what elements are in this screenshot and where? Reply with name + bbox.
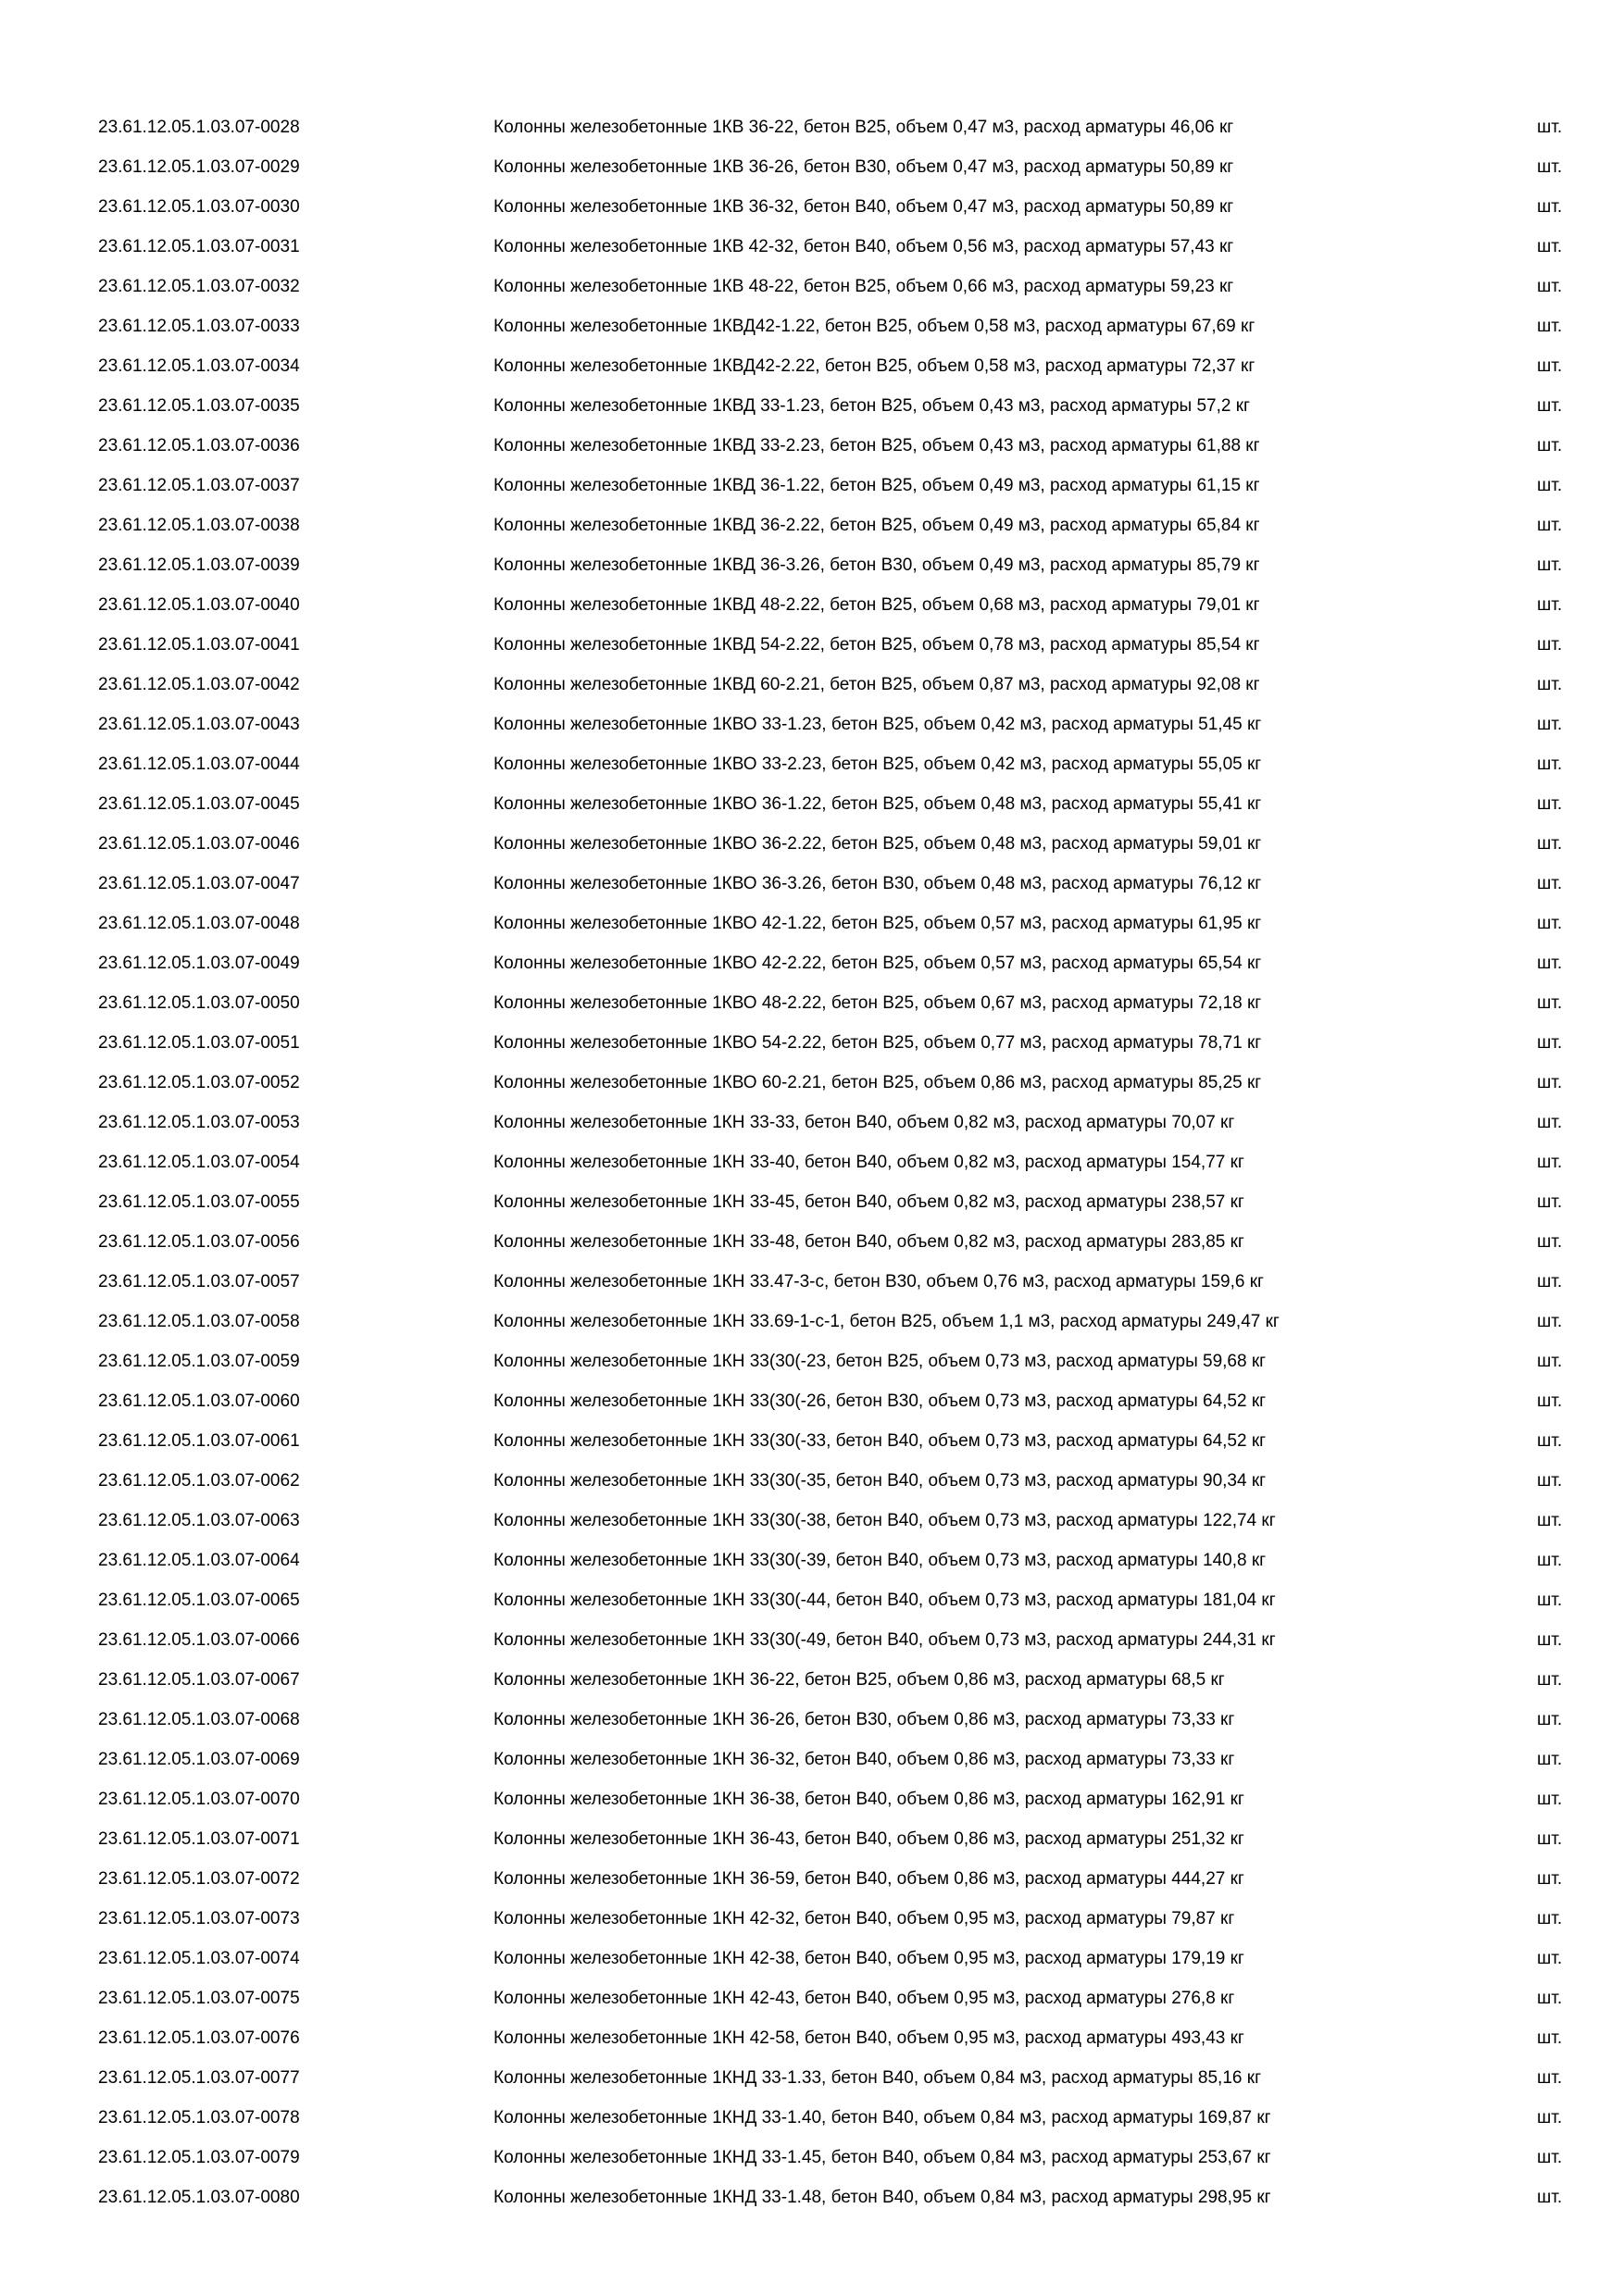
item-unit: шт. — [1537, 1909, 1563, 1928]
item-code: 23.61.12.05.1.03.07-0080 — [98, 2188, 300, 2207]
item-unit: шт. — [1537, 1471, 1563, 1491]
item-code: 23.61.12.05.1.03.07-0042 — [98, 675, 300, 694]
table-row — [0, 466, 1624, 505]
item-code: 23.61.12.05.1.03.07-0035 — [98, 396, 300, 416]
item-unit: шт. — [1537, 1989, 1563, 2008]
item-code: 23.61.12.05.1.03.07-0079 — [98, 2148, 300, 2167]
item-code: 23.61.12.05.1.03.07-0060 — [98, 1391, 300, 1411]
price-table — [0, 107, 1624, 2217]
item-description: Колонны железобетонные 1КВД 36-1.22, бетон В25, объем 0,49 м3, расход арматуры 61,15 кг — [493, 476, 1260, 495]
table-row — [0, 1063, 1624, 1103]
item-description: Колонны железобетонные 1КВО 60-2.21, бетон В25, объем 0,86 м3, расход арматуры 85,25 кг — [493, 1073, 1262, 1092]
item-description: Колонны железобетонные 1КН 42-38, бетон В40, объем 0,95 м3, расход арматуры 179,19 кг — [493, 1949, 1244, 1968]
item-description: Колонны железобетонные 1КВО 42-1.22, бетон В25, объем 0,57 м3, расход арматуры 61,95 кг — [493, 914, 1262, 933]
item-description: Колонны железобетонные 1КН 33(30(-35, бетон В40, объем 0,73 м3, расход арматуры 90,34 кг — [493, 1471, 1267, 1491]
item-description: Колонны железобетонные 1КВ 36-22, бетон В25, объем 0,47 м3, расход арматуры 46,06 кг — [493, 118, 1234, 137]
table-row — [0, 1142, 1624, 1182]
item-unit: шт. — [1537, 595, 1563, 615]
item-unit: шт. — [1537, 2068, 1563, 2088]
table-row — [0, 1262, 1624, 1302]
item-unit: шт. — [1537, 317, 1563, 336]
item-code: 23.61.12.05.1.03.07-0065 — [98, 1591, 300, 1610]
item-description: Колонны железобетонные 1КН 36-26, бетон В30, объем 0,86 м3, расход арматуры 73,33 кг — [493, 1710, 1235, 1729]
item-code: 23.61.12.05.1.03.07-0030 — [98, 197, 300, 217]
item-description: Колонны железобетонные 1КН 33-40, бетон В40, объем 0,82 м3, расход арматуры 154,77 кг — [493, 1153, 1244, 1172]
table-row — [0, 1103, 1624, 1142]
item-description: Колонны железобетонные 1КН 42-43, бетон В40, объем 0,95 м3, расход арматуры 276,8 кг — [493, 1989, 1235, 2008]
item-code: 23.61.12.05.1.03.07-0043 — [98, 715, 300, 734]
item-unit: шт. — [1537, 436, 1563, 455]
item-code: 23.61.12.05.1.03.07-0066 — [98, 1630, 300, 1650]
item-unit: шт. — [1537, 277, 1563, 296]
item-code: 23.61.12.05.1.03.07-0069 — [98, 1750, 300, 1769]
item-description: Колонны железобетонные 1КН 33-45, бетон В40, объем 0,82 м3, расход арматуры 238,57 кг — [493, 1192, 1244, 1212]
item-description: Колонны железобетонные 1КН 36-38, бетон В40, объем 0,86 м3, расход арматуры 162,91 кг — [493, 1790, 1244, 1809]
item-code: 23.61.12.05.1.03.07-0031 — [98, 237, 300, 256]
item-unit: шт. — [1537, 1511, 1563, 1530]
item-unit: шт. — [1537, 237, 1563, 256]
item-description: Колонны железобетонные 1КН 36-22, бетон В25, объем 0,86 м3, расход арматуры 68,5 кг — [493, 1670, 1225, 1690]
item-code: 23.61.12.05.1.03.07-0077 — [98, 2068, 300, 2088]
table-row — [0, 187, 1624, 227]
item-description: Колонны железобетонные 1КН 42-58, бетон В40, объем 0,95 м3, расход арматуры 493,43 кг — [493, 2028, 1244, 2048]
item-unit: шт. — [1537, 993, 1563, 1013]
item-description: Колонны железобетонные 1КН 33(30(-23, бетон В25, объем 0,73 м3, расход арматуры 59,68 кг — [493, 1352, 1267, 1371]
table-row — [0, 665, 1624, 705]
item-unit: шт. — [1537, 715, 1563, 734]
item-description: Колонны железобетонные 1КН 33(30(-38, бетон В40, объем 0,73 м3, расход арматуры 122,74 кг — [493, 1511, 1276, 1530]
item-unit: шт. — [1537, 1073, 1563, 1092]
item-unit: шт. — [1537, 1551, 1563, 1570]
item-unit: шт. — [1537, 954, 1563, 973]
item-unit: шт. — [1537, 1790, 1563, 1809]
table-row — [0, 2138, 1624, 2177]
item-unit: шт. — [1537, 2188, 1563, 2207]
table-row — [0, 1501, 1624, 1541]
table-row — [0, 386, 1624, 426]
item-code: 23.61.12.05.1.03.07-0048 — [98, 914, 300, 933]
item-unit: шт. — [1537, 635, 1563, 655]
item-description: Колонны железобетонные 1КН 33(30(-49, бетон В40, объем 0,73 м3, расход арматуры 244,31 кг — [493, 1630, 1276, 1650]
item-code: 23.61.12.05.1.03.07-0076 — [98, 2028, 300, 2048]
table-row — [0, 1899, 1624, 1939]
item-code: 23.61.12.05.1.03.07-0071 — [98, 1829, 300, 1849]
item-code: 23.61.12.05.1.03.07-0033 — [98, 317, 300, 336]
item-description: Колонны железобетонные 1КНД 33-1.33, бетон В40, объем 0,84 м3, расход арматуры 85,16 кг — [493, 2068, 1261, 2088]
item-description: Колонны железобетонные 1КВО 48-2.22, бетон В25, объем 0,67 м3, расход арматуры 72,18 кг — [493, 993, 1262, 1013]
item-unit: шт. — [1537, 794, 1563, 814]
table-row — [0, 1541, 1624, 1580]
item-unit: шт. — [1537, 874, 1563, 893]
item-code: 23.61.12.05.1.03.07-0061 — [98, 1431, 300, 1451]
item-code: 23.61.12.05.1.03.07-0059 — [98, 1352, 300, 1371]
item-unit: шт. — [1537, 1272, 1563, 1292]
item-unit: шт. — [1537, 1630, 1563, 1650]
item-unit: шт. — [1537, 1710, 1563, 1729]
item-unit: шт. — [1537, 755, 1563, 774]
item-code: 23.61.12.05.1.03.07-0073 — [98, 1909, 300, 1928]
item-code: 23.61.12.05.1.03.07-0056 — [98, 1232, 300, 1252]
item-code: 23.61.12.05.1.03.07-0029 — [98, 157, 300, 177]
item-description: Колонны железобетонные 1КВ 36-32, бетон В40, объем 0,47 м3, расход арматуры 50,89 кг — [493, 197, 1234, 217]
item-unit: шт. — [1537, 2108, 1563, 2128]
item-description: Колонны железобетонные 1КН 33.47-3-с, бетон В30, объем 0,76 м3, расход арматуры 159,6 кг — [493, 1272, 1264, 1292]
item-unit: шт. — [1537, 1153, 1563, 1172]
table-row — [0, 983, 1624, 1023]
item-description: Колонны железобетонные 1КВД 33-2.23, бетон В25, объем 0,43 м3, расход арматуры 61,88 кг — [493, 436, 1260, 455]
item-description: Колонны железобетонные 1КН 33(30(-44, бетон В40, объем 0,73 м3, расход арматуры 181,04 кг — [493, 1591, 1276, 1610]
table-row — [0, 1978, 1624, 2018]
table-row — [0, 1779, 1624, 1819]
item-code: 23.61.12.05.1.03.07-0038 — [98, 516, 300, 535]
item-description: Колонны железобетонные 1КВД42-2.22, бетон В25, объем 0,58 м3, расход арматуры 72,37 кг — [493, 356, 1255, 376]
table-row — [0, 784, 1624, 824]
item-code: 23.61.12.05.1.03.07-0044 — [98, 755, 300, 774]
item-unit: шт. — [1537, 1033, 1563, 1053]
item-code: 23.61.12.05.1.03.07-0078 — [98, 2108, 300, 2128]
item-description: Колонны железобетонные 1КВО 54-2.22, бетон В25, объем 0,77 м3, расход арматуры 78,71 кг — [493, 1033, 1262, 1053]
item-unit: шт. — [1537, 157, 1563, 177]
item-code: 23.61.12.05.1.03.07-0032 — [98, 277, 300, 296]
table-row — [0, 1023, 1624, 1063]
table-row — [0, 2098, 1624, 2138]
table-row — [0, 2177, 1624, 2217]
table-row — [0, 744, 1624, 784]
item-unit: шт. — [1537, 516, 1563, 535]
item-description: Колонны железобетонные 1КВ 48-22, бетон В25, объем 0,66 м3, расход арматуры 59,23 кг — [493, 277, 1234, 296]
item-code: 23.61.12.05.1.03.07-0054 — [98, 1153, 300, 1172]
item-code: 23.61.12.05.1.03.07-0063 — [98, 1511, 300, 1530]
item-code: 23.61.12.05.1.03.07-0036 — [98, 436, 300, 455]
item-code: 23.61.12.05.1.03.07-0064 — [98, 1551, 300, 1570]
table-row — [0, 426, 1624, 466]
table-row — [0, 1700, 1624, 1740]
item-description: Колонны железобетонные 1КВО 36-3.26, бетон В30, объем 0,48 м3, расход арматуры 76,12 кг — [493, 874, 1262, 893]
table-row — [0, 545, 1624, 585]
item-code: 23.61.12.05.1.03.07-0047 — [98, 874, 300, 893]
item-unit: шт. — [1537, 675, 1563, 694]
item-description: Колонны железобетонные 1КВД 36-3.26, бетон В30, объем 0,49 м3, расход арматуры 85,79 кг — [493, 555, 1260, 575]
table-row — [0, 1740, 1624, 1779]
item-code: 23.61.12.05.1.03.07-0067 — [98, 1670, 300, 1690]
item-code: 23.61.12.05.1.03.07-0039 — [98, 555, 300, 575]
table-row — [0, 107, 1624, 147]
table-row — [0, 1302, 1624, 1341]
table-row — [0, 1620, 1624, 1660]
item-unit: шт. — [1537, 476, 1563, 495]
item-code: 23.61.12.05.1.03.07-0072 — [98, 1869, 300, 1889]
item-description: Колонны железобетонные 1КН 33(30(-39, бетон В40, объем 0,73 м3, расход арматуры 140,8 кг — [493, 1551, 1267, 1570]
item-unit: шт. — [1537, 1591, 1563, 1610]
item-description: Колонны железобетонные 1КН 36-32, бетон В40, объем 0,86 м3, расход арматуры 73,33 кг — [493, 1750, 1235, 1769]
item-unit: шт. — [1537, 197, 1563, 217]
item-unit: шт. — [1537, 1869, 1563, 1889]
table-row — [0, 147, 1624, 187]
item-unit: шт. — [1537, 1192, 1563, 1212]
item-description: Колонны железобетонные 1КНД 33-1.45, бетон В40, объем 0,84 м3, расход арматуры 253,67 кг — [493, 2148, 1271, 2167]
item-code: 23.61.12.05.1.03.07-0058 — [98, 1312, 300, 1331]
item-description: Колонны железобетонные 1КН 33(30(-33, бетон В40, объем 0,73 м3, расход арматуры 64,52 кг — [493, 1431, 1267, 1451]
item-code: 23.61.12.05.1.03.07-0053 — [98, 1113, 300, 1132]
item-code: 23.61.12.05.1.03.07-0052 — [98, 1073, 300, 1092]
table-row — [0, 346, 1624, 386]
item-description: Колонны железобетонные 1КВО 42-2.22, бетон В25, объем 0,57 м3, расход арматуры 65,54 кг — [493, 954, 1262, 973]
table-row — [0, 824, 1624, 864]
table-row — [0, 904, 1624, 943]
item-code: 23.61.12.05.1.03.07-0034 — [98, 356, 300, 376]
item-description: Колонны железобетонные 1КВ 42-32, бетон В40, объем 0,56 м3, расход арматуры 57,43 кг — [493, 237, 1234, 256]
item-description: Колонны железобетонные 1КН 33(30(-26, бетон В30, объем 0,73 м3, расход арматуры 64,52 кг — [493, 1391, 1267, 1411]
item-unit: шт. — [1537, 834, 1563, 854]
table-row — [0, 1381, 1624, 1421]
item-description: Колонны железобетонные 1КН 33.69-1-с-1, бетон В25, объем 1,1 м3, расход арматуры 249,47 кг — [493, 1312, 1280, 1331]
item-code: 23.61.12.05.1.03.07-0041 — [98, 635, 300, 655]
table-row — [0, 1819, 1624, 1859]
item-code: 23.61.12.05.1.03.07-0040 — [98, 595, 300, 615]
table-row — [0, 227, 1624, 267]
item-description: Колонны железобетонные 1КВО 36-2.22, бетон В25, объем 0,48 м3, расход арматуры 59,01 кг — [493, 834, 1262, 854]
item-unit: шт. — [1537, 1670, 1563, 1690]
item-unit: шт. — [1537, 1352, 1563, 1371]
item-unit: шт. — [1537, 1750, 1563, 1769]
table-row — [0, 1421, 1624, 1461]
table-row — [0, 943, 1624, 983]
item-code: 23.61.12.05.1.03.07-0075 — [98, 1989, 300, 2008]
item-code: 23.61.12.05.1.03.07-0046 — [98, 834, 300, 854]
item-code: 23.61.12.05.1.03.07-0049 — [98, 954, 300, 973]
item-code: 23.61.12.05.1.03.07-0028 — [98, 118, 300, 137]
item-description: Колонны железобетонные 1КВО 33-2.23, бетон В25, объем 0,42 м3, расход арматуры 55,05 кг — [493, 755, 1262, 774]
item-unit: шт. — [1537, 356, 1563, 376]
item-description: Колонны железобетонные 1КВД 54-2.22, бетон В25, объем 0,78 м3, расход арматуры 85,54 кг — [493, 635, 1260, 655]
table-row — [0, 1222, 1624, 1262]
table-row — [0, 505, 1624, 545]
item-unit: шт. — [1537, 2028, 1563, 2048]
item-code: 23.61.12.05.1.03.07-0037 — [98, 476, 300, 495]
table-row — [0, 267, 1624, 306]
table-row — [0, 1939, 1624, 1978]
item-code: 23.61.12.05.1.03.07-0074 — [98, 1949, 300, 1968]
item-code: 23.61.12.05.1.03.07-0050 — [98, 993, 300, 1013]
item-code: 23.61.12.05.1.03.07-0051 — [98, 1033, 300, 1053]
item-unit: шт. — [1537, 1312, 1563, 1331]
item-description: Колонны железобетонные 1КВД 48-2.22, бетон В25, объем 0,68 м3, расход арматуры 79,01 кг — [493, 595, 1260, 615]
item-unit: шт. — [1537, 118, 1563, 137]
table-row — [0, 864, 1624, 904]
item-description: Колонны железобетонные 1КН 42-32, бетон В40, объем 0,95 м3, расход арматуры 79,87 кг — [493, 1909, 1235, 1928]
table-row — [0, 625, 1624, 665]
item-unit: шт. — [1537, 1113, 1563, 1132]
item-description: Колонны железобетонные 1КН 36-59, бетон В40, объем 0,86 м3, расход арматуры 444,27 кг — [493, 1869, 1244, 1889]
table-row — [0, 306, 1624, 346]
item-unit: шт. — [1537, 1391, 1563, 1411]
table-row — [0, 1859, 1624, 1899]
item-code: 23.61.12.05.1.03.07-0055 — [98, 1192, 300, 1212]
item-code: 23.61.12.05.1.03.07-0070 — [98, 1790, 300, 1809]
item-unit: шт. — [1537, 1232, 1563, 1252]
item-description: Колонны железобетонные 1КВД 36-2.22, бетон В25, объем 0,49 м3, расход арматуры 65,84 кг — [493, 516, 1260, 535]
item-description: Колонны железобетонные 1КН 33-33, бетон В40, объем 0,82 м3, расход арматуры 70,07 кг — [493, 1113, 1235, 1132]
item-description: Колонны железобетонные 1КН 33-48, бетон В40, объем 0,82 м3, расход арматуры 283,85 кг — [493, 1232, 1244, 1252]
item-unit: шт. — [1537, 1829, 1563, 1849]
item-unit: шт. — [1537, 1431, 1563, 1451]
table-row — [0, 1182, 1624, 1222]
item-description: Колонны железобетонные 1КНД 33-1.40, бетон В40, объем 0,84 м3, расход арматуры 169,87 кг — [493, 2108, 1271, 2128]
item-description: Колонны железобетонные 1КВ 36-26, бетон В30, объем 0,47 м3, расход арматуры 50,89 кг — [493, 157, 1234, 177]
item-code: 23.61.12.05.1.03.07-0057 — [98, 1272, 300, 1292]
item-unit: шт. — [1537, 2148, 1563, 2167]
item-description: Колонны железобетонные 1КВО 36-1.22, бетон В25, объем 0,48 м3, расход арматуры 55,41 кг — [493, 794, 1262, 814]
table-row — [0, 1580, 1624, 1620]
item-description: Колонны железобетонные 1КВД42-1.22, бетон В25, объем 0,58 м3, расход арматуры 67,69 кг — [493, 317, 1255, 336]
item-unit: шт. — [1537, 914, 1563, 933]
item-unit: шт. — [1537, 396, 1563, 416]
table-row — [0, 705, 1624, 744]
table-row — [0, 2018, 1624, 2058]
item-code: 23.61.12.05.1.03.07-0068 — [98, 1710, 300, 1729]
item-description: Колонны железобетонные 1КНД 33-1.48, бетон В40, объем 0,84 м3, расход арматуры 298,95 кг — [493, 2188, 1271, 2207]
item-description: Колонны железобетонные 1КВД 33-1.23, бетон В25, объем 0,43 м3, расход арматуры 57,2 кг — [493, 396, 1250, 416]
item-description: Колонны железобетонные 1КВО 33-1.23, бетон В25, объем 0,42 м3, расход арматуры 51,45 кг — [493, 715, 1262, 734]
table-row — [0, 1461, 1624, 1501]
table-row — [0, 1660, 1624, 1700]
table-row — [0, 585, 1624, 625]
table-row — [0, 2058, 1624, 2098]
item-description: Колонны железобетонные 1КВД 60-2.21, бетон В25, объем 0,87 м3, расход арматуры 92,08 кг — [493, 675, 1260, 694]
item-description: Колонны железобетонные 1КН 36-43, бетон В40, объем 0,86 м3, расход арматуры 251,32 кг — [493, 1829, 1244, 1849]
item-code: 23.61.12.05.1.03.07-0062 — [98, 1471, 300, 1491]
item-unit: шт. — [1537, 1949, 1563, 1968]
item-unit: шт. — [1537, 555, 1563, 575]
item-code: 23.61.12.05.1.03.07-0045 — [98, 794, 300, 814]
table-row — [0, 1341, 1624, 1381]
